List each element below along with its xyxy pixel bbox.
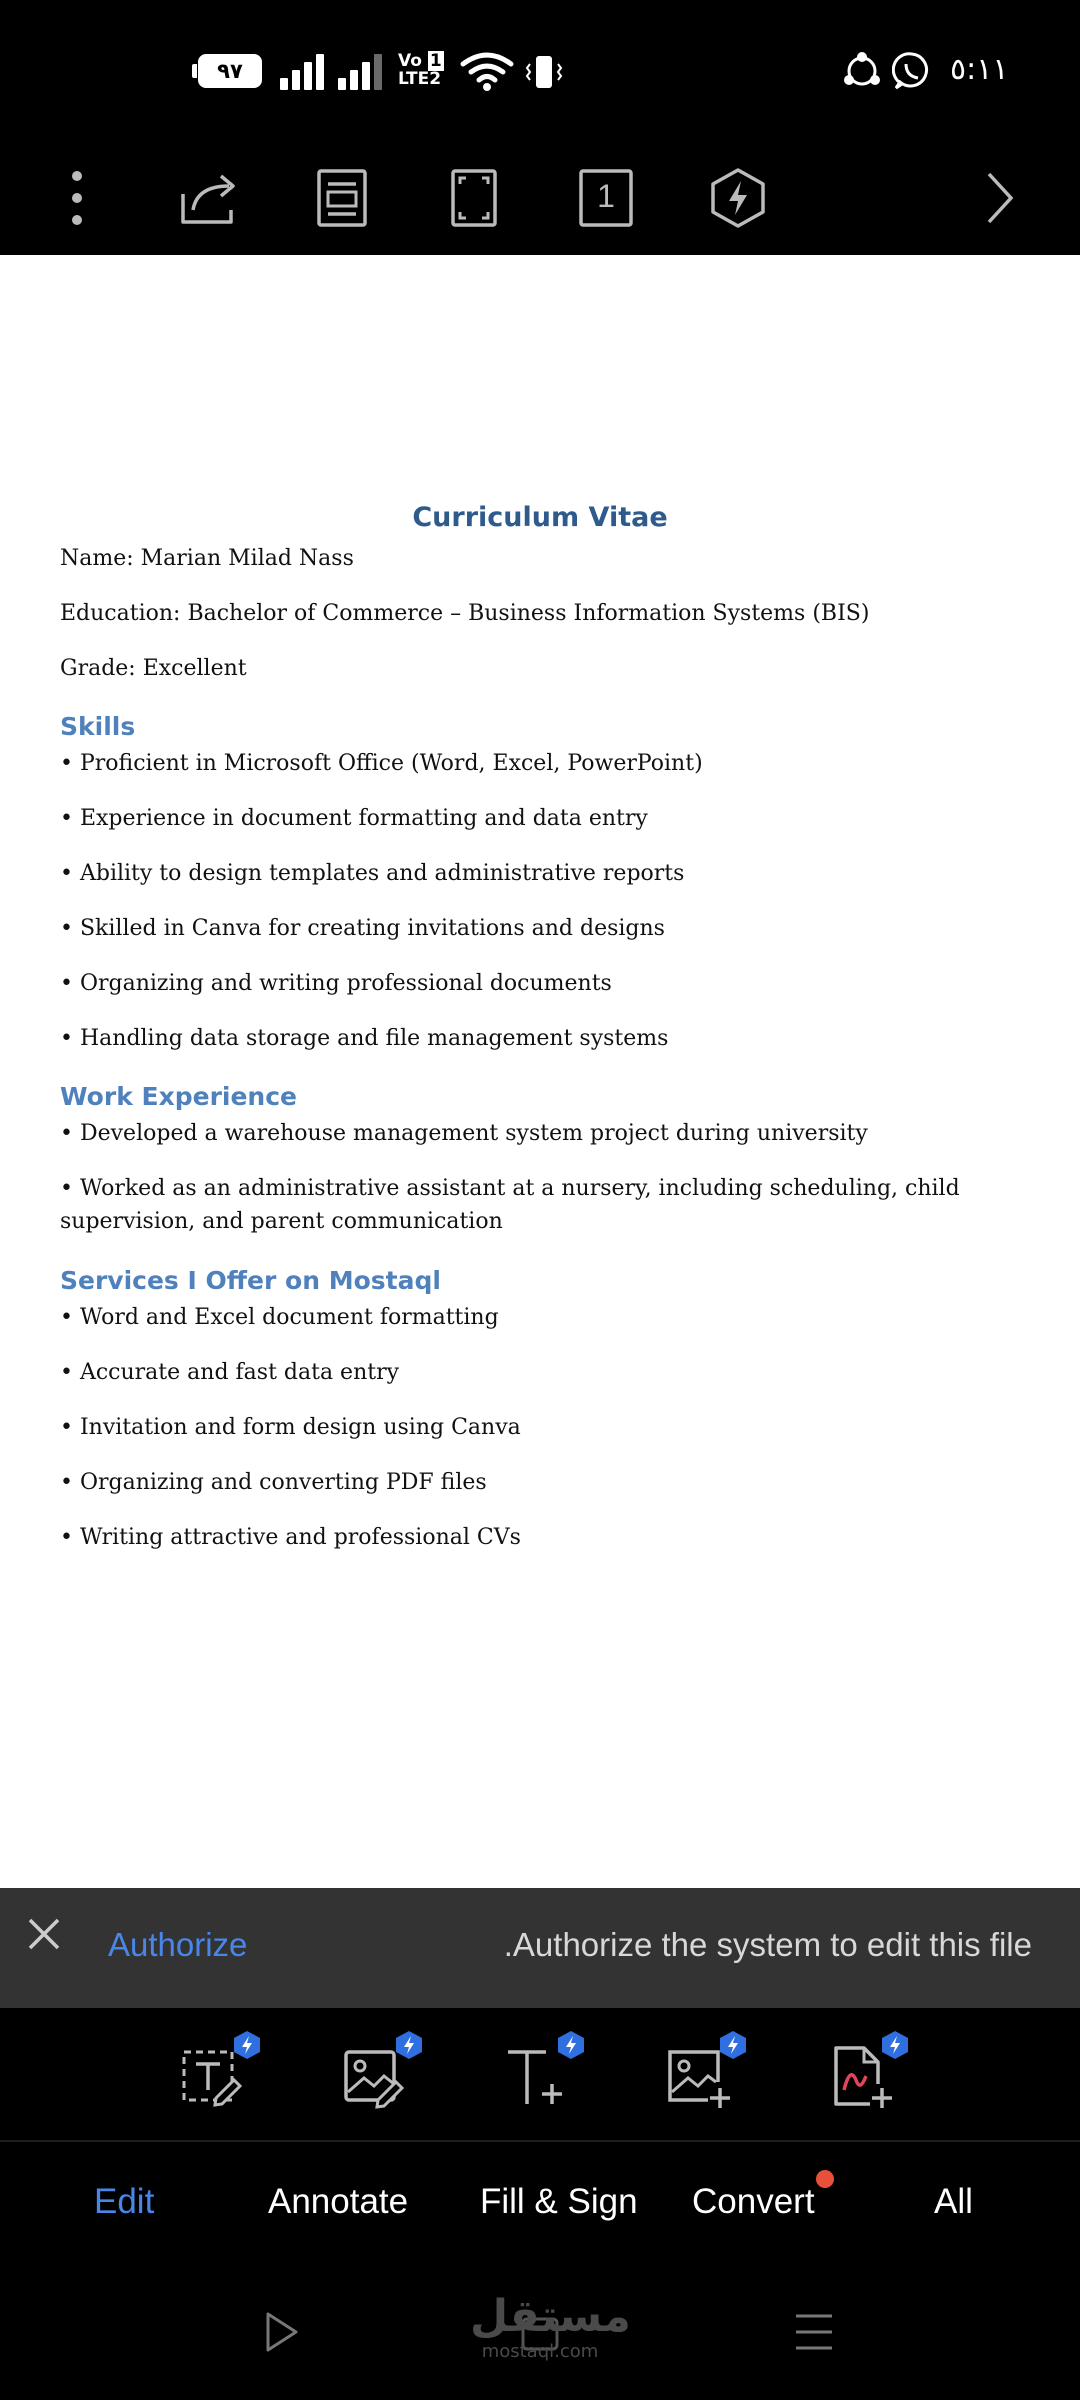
- chevron-right-icon: [985, 170, 1015, 226]
- premium-bolt-icon: [556, 2030, 586, 2060]
- watermark-latin: mostaql.com: [481, 2341, 599, 2362]
- signal-strength-sim2-icon: [338, 54, 382, 90]
- sim-badge: 1: [429, 51, 442, 71]
- document-toolbar: [0, 140, 1080, 255]
- status-bar: [0, 0, 1080, 140]
- tab-convert[interactable]: Convert: [692, 2182, 815, 2221]
- tab-all[interactable]: All: [934, 2182, 973, 2221]
- service-item: • Accurate and fast data entry: [60, 1360, 400, 1385]
- tab-annotate[interactable]: Annotate: [268, 2182, 409, 2221]
- edit-tools-row: [0, 2008, 1080, 2140]
- notification-dot: [816, 2170, 834, 2188]
- service-item: • Invitation and form design using Canva: [60, 1415, 521, 1440]
- premium-bolt-icon: [880, 2030, 910, 2060]
- power-mode-button[interactable]: [708, 140, 768, 255]
- cv-title: Curriculum Vitae: [412, 502, 668, 533]
- add-text-button[interactable]: [496, 2036, 576, 2116]
- whatsapp-notification-icon: [892, 50, 932, 92]
- more-vertical-icon: [70, 168, 84, 228]
- premium-bolt-icon: [232, 2030, 262, 2060]
- skill-item: • Experience in document formatting and data entry: [60, 806, 648, 831]
- skills-heading: Skills: [60, 712, 136, 741]
- authorize-message: .Authorize the system to edit this file: [503, 1926, 1032, 1963]
- bottom-tabs: [0, 2142, 1080, 2270]
- education-line: Education: Bachelor of Commerce – Business Information Systems (BIS): [60, 601, 870, 626]
- premium-bolt-icon: [394, 2030, 424, 2060]
- service-item: • Writing attractive and professional CVs: [60, 1525, 521, 1550]
- watermark: [470, 2291, 631, 2362]
- system-nav-bar: [0, 2270, 1080, 2400]
- skill-item: • Skilled in Canva for creating invitations and designs: [60, 916, 665, 941]
- reader-mode-button[interactable]: [312, 140, 372, 255]
- share-icon: [179, 170, 241, 226]
- vibrate-icon: [524, 52, 564, 92]
- tab-fill-sign[interactable]: Fill & Sign: [480, 2182, 638, 2221]
- next-button[interactable]: [980, 140, 1020, 255]
- back-icon[interactable]: [262, 2310, 300, 2354]
- page-number-button[interactable]: [576, 140, 636, 255]
- add-signature-file-button[interactable]: [820, 2036, 900, 2116]
- skill-item: • Proficient in Microsoft Office (Word, Excel, PowerPoint): [60, 751, 703, 776]
- watermark-arabic: مستقل: [470, 2291, 631, 2342]
- work-experience-heading: Work Experience: [60, 1082, 297, 1111]
- lte-label: LTE2: [398, 69, 442, 89]
- more-options-button[interactable]: [52, 140, 102, 255]
- wifi-icon: [460, 52, 514, 92]
- status-clock: ٥:١١: [950, 52, 1009, 87]
- grade-line: Grade: Excellent: [60, 656, 247, 681]
- premium-bolt-icon: [718, 2030, 748, 2060]
- skill-item: • Ability to design templates and administrative reports: [60, 861, 685, 886]
- edit-text-button[interactable]: [172, 2036, 252, 2116]
- battery-indicator: ٩٧: [198, 54, 262, 88]
- add-image-button[interactable]: [658, 2036, 738, 2116]
- lte-indicator: [398, 52, 444, 88]
- share-button[interactable]: [175, 140, 245, 255]
- authorize-link[interactable]: Authorize: [108, 1926, 248, 1963]
- document-page[interactable]: [0, 255, 1080, 1888]
- signal-strength-sim1-icon: [280, 54, 324, 90]
- share-sync-notification-icon: [842, 50, 882, 92]
- skill-item: • Organizing and writing professional documents: [60, 971, 612, 996]
- reader-mode-icon: [316, 168, 368, 228]
- menu-icon[interactable]: [794, 2310, 834, 2354]
- work-item: • Worked as an administrative assistant at a nursery, including scheduling, child: [60, 1176, 960, 1201]
- service-item: • Organizing and converting PDF files: [60, 1470, 487, 1495]
- fit-screen-button[interactable]: [444, 140, 504, 255]
- service-item: • Word and Excel document formatting: [60, 1305, 499, 1330]
- work-item: • Developed a warehouse management system project during university: [60, 1121, 868, 1146]
- tab-edit[interactable]: Edit: [94, 2182, 155, 2221]
- close-icon[interactable]: [22, 1912, 66, 1956]
- edit-image-button[interactable]: [334, 2036, 414, 2116]
- volte-label: Vo: [398, 51, 422, 71]
- skill-item: • Handling data storage and file management systems: [60, 1026, 669, 1051]
- bolt-icon: [709, 167, 767, 229]
- services-heading: Services I Offer on Mostaql: [60, 1266, 441, 1295]
- name-line: Name: Marian Milad Nass: [60, 546, 354, 571]
- authorize-banner: [0, 1888, 1080, 2008]
- page-number-label: 1: [597, 178, 615, 214]
- fit-screen-icon: [450, 168, 498, 228]
- work-item-continuation: supervision, and parent communication: [60, 1209, 503, 1234]
